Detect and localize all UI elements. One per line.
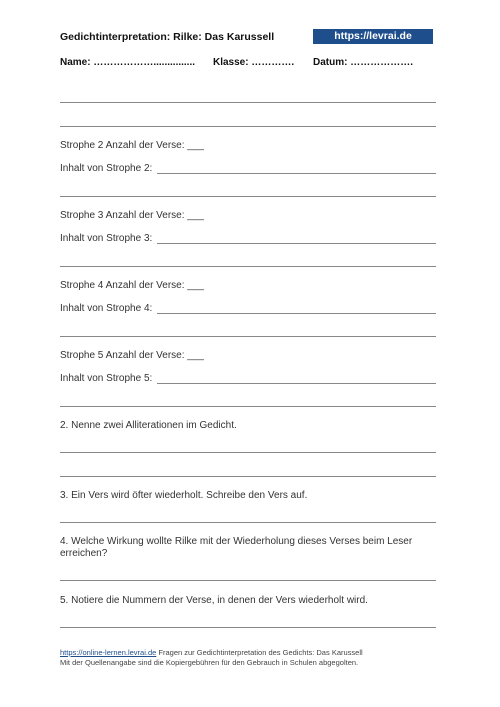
answer-line — [157, 173, 436, 174]
date-field: Datum: ………………. — [313, 57, 413, 68]
stanza-2-verse-count: Strophe 2 Anzahl der Verse: ___ — [60, 140, 204, 151]
question-5: 5. Notiere die Nummern der Verse, in denen der Vers wiederholt wird. — [60, 595, 368, 606]
footer-line-1-text: Fragen zur Gedichtinterpretation des Gedichts: Das Karussell — [156, 648, 363, 657]
answer-line — [60, 126, 436, 127]
footer-line-1 — [60, 648, 440, 658]
site-badge[interactable]: https://levrai.de — [313, 29, 433, 44]
stanza-3-content-label: Inhalt von Strophe 3: — [60, 233, 153, 244]
answer-line — [60, 580, 436, 581]
page-title: Gedichtinterpretation: Rilke: Das Karussell — [60, 31, 275, 43]
class-field: Klasse: …………. — [213, 57, 295, 68]
answer-line — [60, 336, 436, 337]
answer-line — [157, 313, 436, 314]
stanza-5-content-label: Inhalt von Strophe 5: — [60, 373, 153, 384]
name-field: Name: ………………............... — [60, 57, 196, 68]
footer-line-2: Mit der Quellenangabe sind die Kopiergebühren für den Gebrauch in Schulen abgegolten. — [60, 658, 359, 667]
stanza-4-verse-count: Strophe 4 Anzahl der Verse: ___ — [60, 280, 204, 291]
stanza-5-verse-count: Strophe 5 Anzahl der Verse: ___ — [60, 350, 204, 361]
question-4: 4. Welche Wirkung wollte Rilke mit der Wiederholung dieses Verses beim Leser erreichen? — [60, 536, 413, 559]
answer-line — [60, 476, 436, 477]
stanza-2-content-label: Inhalt von Strophe 2: — [60, 163, 153, 174]
answer-line — [60, 406, 436, 407]
question-2: 2. Nenne zwei Alliterationen im Gedicht. — [60, 420, 237, 431]
question-3: 3. Ein Vers wird öfter wiederholt. Schreibe den Vers auf. — [60, 490, 308, 501]
footer — [60, 648, 440, 668]
answer-line — [60, 196, 436, 197]
answer-line — [157, 383, 436, 384]
stanza-3-verse-count: Strophe 3 Anzahl der Verse: ___ — [60, 210, 204, 221]
answer-line — [60, 452, 436, 453]
footer-link[interactable]: https://online-lernen.levrai.de — [60, 648, 157, 657]
answer-line — [60, 522, 436, 523]
answer-line — [60, 627, 436, 628]
stanza-4-content-label: Inhalt von Strophe 4: — [60, 303, 153, 314]
answer-line — [60, 102, 436, 103]
answer-line — [157, 243, 436, 244]
answer-line — [60, 266, 436, 267]
